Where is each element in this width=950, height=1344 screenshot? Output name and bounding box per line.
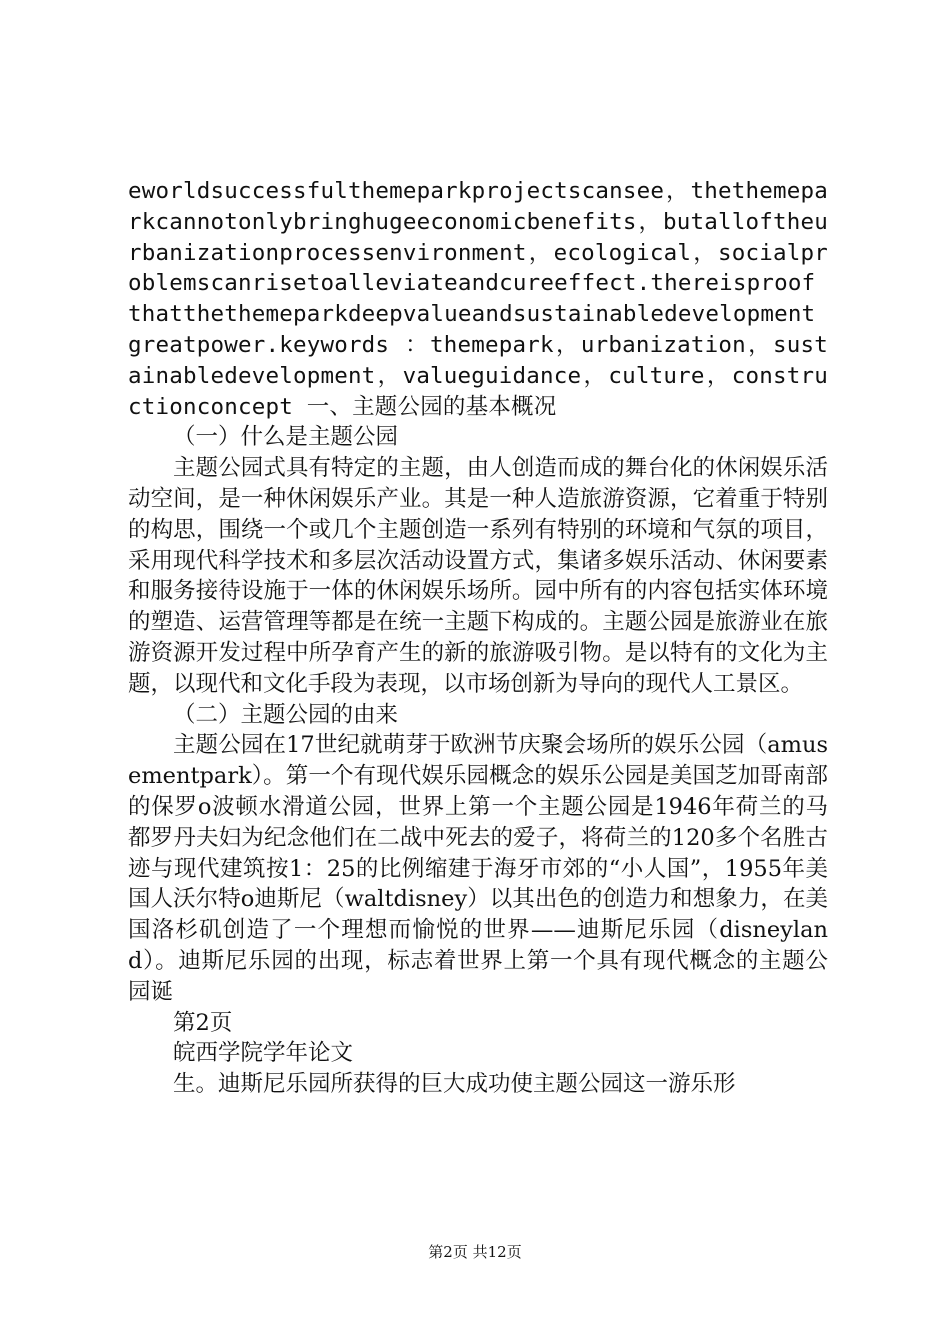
page-content — [128, 176, 828, 1100]
inline-page-label: 第2页 — [173, 1009, 233, 1036]
continuation-paragraph: 生。迪斯尼乐园所获得的巨大成功使主题公园这一游乐形 — [173, 1071, 736, 1098]
section-heading-origin: （二）主题公园的由来 — [173, 701, 399, 728]
english-abstract-paragraph: eworldsuccessfulthemeparkprojectscansee，thethemeparkcannotonlybringhugeeconomicbenefits，butalloftheurbanizationprocessenvironment，ecological，socialproblemscanrisetoalleviateandcureeffect.thereisproofthatthethemeparkdeepvalueandsustainabledevelopmentgreatpower.keywords ：themepark，urbanization，sustainabledevelopment，valueguidance，culture，constructionconcept 一、主题公园的基本概况 — [128, 178, 828, 420]
section-heading-what-is-theme-park: （一）什么是主题公园 — [173, 424, 399, 451]
section-paragraph-origin: 主题公园在17世纪就萌芽于欧洲节庆聚会场所的娱乐公园（amusementpark）。第一个有现代娱乐园概念的娱乐公园是美国芝加哥南部的保罗o波顿水滑道公园，世界上第一个主题公园是1946年荷兰的马都罗丹夫妇为纪念他们在二战中死去的爱子，将荷兰的120多个名胜古迹与现代建筑按1：25的比例缩建于海牙市郊的“小人国”，1955年美国人沃尔特o迪斯尼（waltdisney）以其出色的创造力和想象力，在美国洛杉矶创造了一个理想而愉悦的世界——迪斯尼乐园（disneyland）。迪斯尼乐园的出现，标志着世界上第一个具有现代概念的主题公园诞 — [128, 732, 828, 1005]
page-footer: 第2页 共12页 — [428, 1243, 522, 1261]
section-paragraph-what-is-theme-park: 主题公园式具有特定的主题，由人创造而成的舞台化的休闲娱乐活动空间，是一种休闲娱乐产业。其是一种人造旅游资源，它着重于特别的构思，围绕一个或几个主题创造一系列有特别的环境和气氛的项目，采用现代科学技术和多层次活动设置方式，集诸多娱乐活动、休闲要素和服务接待设施于一体的休闲娱乐场所。园中所有的内容包括实体环境的塑造、运营管理等都是在统一主题下构成的。主题公园是旅游业在旅游资源开发过程中所孕育产生的新的旅游吸引物。是以特有的文化为主题，以现代和文化手段为表现，以市场创新为导向的现代人工景区。 — [128, 455, 828, 697]
inline-school-label: 皖西学院学年论文 — [173, 1040, 354, 1067]
